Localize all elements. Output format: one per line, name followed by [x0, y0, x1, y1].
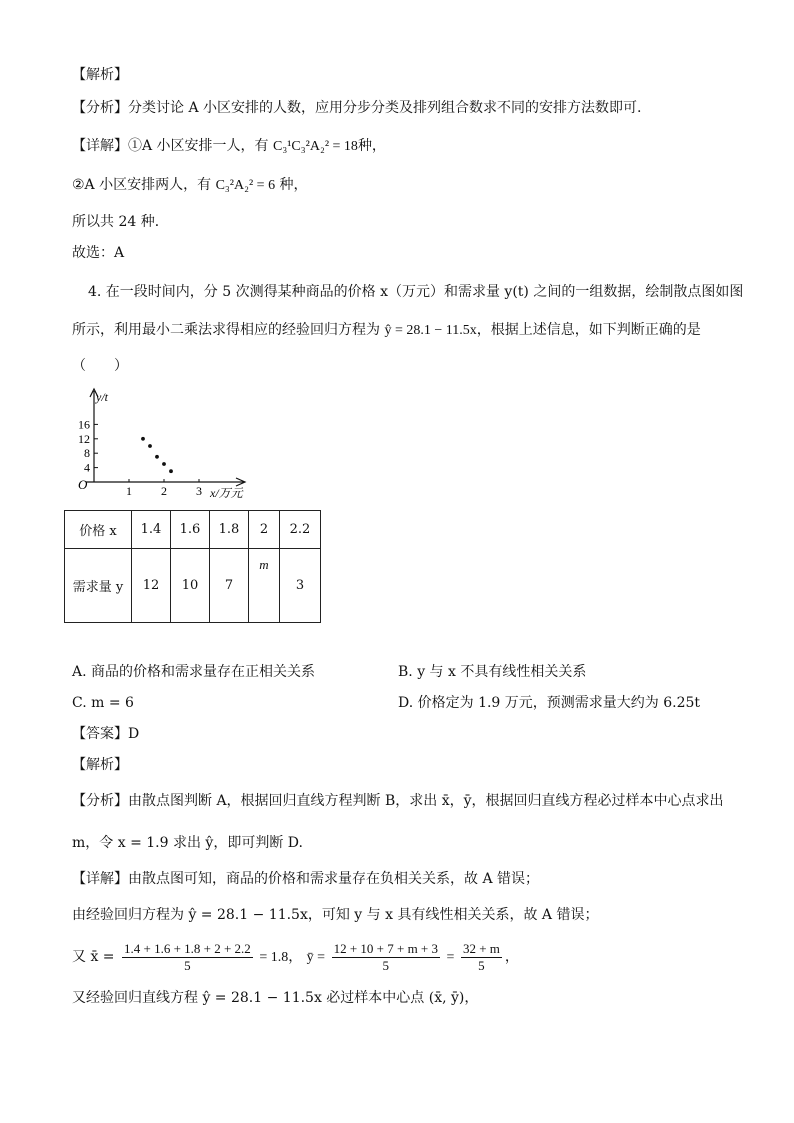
- explanation-detail-2: 由经验回归方程为 ŷ = 28.1 − 11.5x，可知 y 与 x 具有线性相关关系，故 A 错误；: [72, 907, 599, 923]
- y-bar-denominator: 5: [382, 957, 390, 973]
- option-b: B. y 与 x 不具有线性相关关系: [398, 664, 587, 680]
- origin-label: O: [78, 477, 88, 492]
- table-cell: 2.2: [280, 511, 321, 549]
- y-axis-label: y/t: [96, 390, 108, 404]
- mean-formulas: [72, 940, 519, 975]
- scatter-point: [169, 469, 173, 473]
- table-header-demand: 需求量 y: [65, 549, 132, 623]
- table-cell: 1.6: [171, 511, 210, 549]
- data-points: [141, 437, 173, 473]
- analysis-line: 【分析】分类讨论 A 小区安排的人数，应用分步分类及排列组合数求不同的安排方法数即可.: [72, 100, 642, 116]
- detail-1-suffix: 种，: [357, 138, 386, 154]
- y-ticks: [78, 417, 98, 474]
- answer-parentheses: （ ）: [72, 358, 128, 374]
- detail-line-2: [72, 175, 308, 196]
- scatter-point: [162, 462, 166, 466]
- question-2-prefix: 所示，利用最小二乘法求得相应的经验回归方程为: [72, 322, 385, 338]
- option-c: C. m = 6: [72, 695, 134, 711]
- x-tick-label: 1: [126, 484, 132, 498]
- x-bar-numerator: 1.4 + 1.6 + 1.8 + 2 + 2.2: [123, 940, 251, 956]
- y-tick-label: 8: [84, 446, 90, 461]
- y-tick-label: 16: [78, 417, 90, 432]
- scatter-chart: [64, 385, 264, 503]
- y-bar-numerator-2: 32 + m: [462, 940, 500, 956]
- x-bar-prefix: 又 x̄ =: [72, 949, 119, 965]
- table-row-price: [65, 511, 321, 549]
- regression-equation: ŷ = 28.1 − 11.5x: [384, 323, 477, 338]
- y-tick-label: 12: [78, 431, 90, 446]
- detail-2-formula: C₃²A₂² = 6: [215, 178, 276, 193]
- y-bar-equals: =: [443, 950, 458, 965]
- y-bar-fraction: [332, 941, 440, 974]
- question-line-2: [72, 320, 701, 341]
- scatter-point: [155, 455, 159, 459]
- y-bar-denominator-2: 5: [478, 957, 485, 973]
- table-cell-unknown: m: [249, 549, 280, 623]
- detail-line-1: [72, 136, 386, 157]
- table-cell: 7: [210, 549, 249, 623]
- table-cell: 3: [280, 549, 321, 623]
- table-cell: 2: [249, 511, 280, 549]
- question-2-suffix: ，根据上述信息，如下判断正确的是: [476, 322, 701, 338]
- x-bar-denominator: 5: [184, 957, 191, 973]
- option-d: D. 价格定为 1.9 万元，预测需求量大约为 6.25t: [398, 695, 701, 711]
- y-bar-fraction-2: [461, 941, 502, 974]
- explanation-label: 【解析】: [72, 757, 128, 773]
- explanation-analysis-1: 【分析】由散点图判断 A，根据回归直线方程判断 B，求出 x̄，ȳ，根据回归直线方程必过样本中心点求出: [72, 793, 724, 809]
- explanation-last: 又经验回归直线方程 ŷ = 28.1 − 11.5x 必过样本中心点 (x̄, ȳ)，: [72, 990, 479, 1006]
- detail-2-prefix: ②A 小区安排两人，有: [72, 177, 216, 193]
- x-tick-label: 2: [161, 484, 167, 498]
- table-header-price: 价格 x: [65, 511, 132, 549]
- explanation-detail-1: 【详解】由散点图可知，商品的价格和需求量存在负相关关系，故 A 错误；: [72, 871, 540, 887]
- detail-2-suffix: 种，: [275, 177, 308, 193]
- y-bar-prefix: ȳ =: [306, 950, 329, 965]
- question-line-1: 4. 在一段时间内，分 5 次测得某种商品的价格 x（万元）和需求量 y(t) 之间的一组数据，绘制散点图如图: [88, 284, 744, 300]
- y-bar-numerator: 12 + 10 + 7 + m + 3: [333, 940, 439, 956]
- table-row-demand: [65, 549, 321, 623]
- detail-1-prefix: 【详解】①A 小区安排一人，有: [72, 138, 274, 154]
- section-label-jiexi: 【解析】: [72, 67, 128, 83]
- x-tick-label: 3: [196, 484, 202, 498]
- scatter-point: [148, 444, 152, 448]
- answer-line: 【答案】D: [72, 726, 140, 742]
- option-a: A. 商品的价格和需求量存在正相关关系: [72, 664, 316, 680]
- table-cell: 1.8: [210, 511, 249, 549]
- scatter-point: [141, 437, 145, 441]
- x-axis-label: x/万元: [210, 486, 243, 500]
- table-cell: 10: [171, 549, 210, 623]
- x-bar-fraction: [122, 941, 253, 974]
- explanation-analysis-2: m，令 x = 1.9 求出 ŷ，即可判断 D.: [72, 835, 303, 851]
- total-line: 所以共 24 种．: [72, 214, 169, 230]
- detail-1-formula: C₃¹C₃²A₂² = 18: [273, 139, 358, 154]
- table-cell: 1.4: [132, 511, 171, 549]
- y-tick-label: 4: [84, 460, 90, 475]
- x-bar-result: = 1.8，: [255, 950, 303, 965]
- y-bar-end: ，: [504, 949, 519, 965]
- data-table: [64, 510, 321, 623]
- table-cell: 12: [132, 549, 171, 623]
- choice-line: 故选：A: [72, 245, 125, 261]
